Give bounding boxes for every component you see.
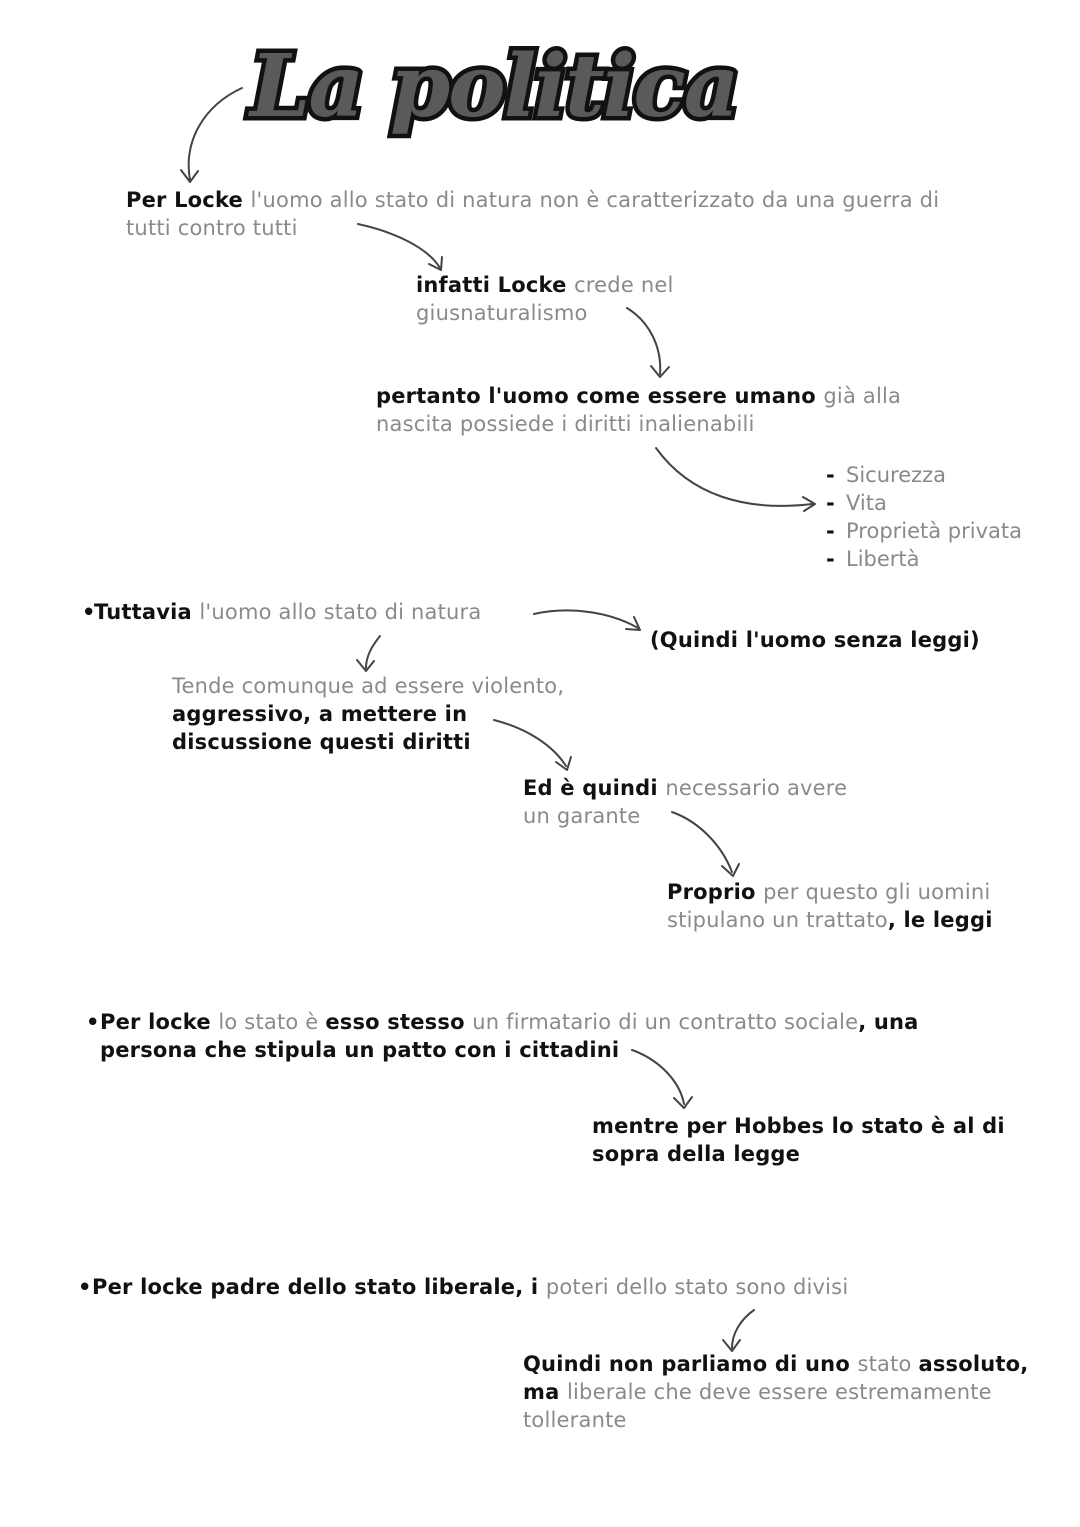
text-run: esso stesso [325,1010,473,1034]
text-run: già alla [823,384,902,408]
arrow-to-trattato [672,812,739,876]
text-run: discussione questi diritti [172,730,471,754]
text-run: Proprio [667,880,764,904]
text-run: persona che stipula un patto con i cittadini [100,1038,620,1062]
text-run: Quindi non parliamo di uno [523,1352,858,1376]
list-dash: - [826,463,835,487]
text-run: , una [858,1010,919,1034]
rights-item-label: Libertà [846,547,920,571]
rights-item-label: Proprietà privata [846,519,1023,543]
rights-item-label: Vita [846,491,887,515]
text-run: ma [523,1380,567,1404]
text-run: tutti contro tutti [126,216,298,240]
text-run: assoluto, [918,1352,1029,1376]
text-run: liberale che deve essere estremamente [566,1380,992,1404]
text-run: necessario avere [665,776,848,800]
text-run: stipulano un trattato [667,908,888,932]
arrow-title-to-locke [181,88,242,182]
text-run: per questo gli uomini [763,880,991,904]
text-run: pertanto l'uomo come essere umano [376,384,824,408]
arrow-to-stato-tollerante [723,1310,754,1351]
text-run: Tuttavia [94,600,200,624]
text-run: giusnaturalismo [416,301,588,325]
arrow-to-giusnaturalismo [358,224,442,270]
arrow-to-pertanto [627,308,669,377]
text-run: Per Locke [126,188,251,212]
text-run: nascita possiede i diritti inalienabili [376,412,755,436]
text-run: Ed è quindi [523,776,666,800]
text-run: un garante [523,804,641,828]
text-run: crede nel [574,273,674,297]
text-run: aggressivo, a mettere in [172,702,468,726]
rights-item-label: Sicurezza [846,463,947,487]
text-run: tollerante [523,1408,627,1432]
text-run: Tende comunque ad essere violento, [172,674,565,698]
bullet-point: • [86,1010,100,1034]
text-run: stato [857,1352,919,1376]
text-run: lo stato è [218,1010,326,1034]
text-run: (Quindi l'uomo senza leggi) [650,628,980,652]
text-run: mentre per Hobbes lo stato è al di [592,1114,1005,1138]
bullet-point: • [78,1275,92,1299]
arrow-to-garante [494,720,571,770]
text-run: sopra della legge [592,1142,801,1166]
arrow-to-hobbes [632,1050,692,1108]
text-run: poteri dello stato sono divisi [545,1275,849,1299]
list-dash: - [826,491,835,515]
text-run: un firmatario di un contratto sociale [472,1010,859,1034]
arrow-to-rights-list [656,448,815,511]
bullet-point: • [82,600,96,624]
list-dash: - [826,519,835,543]
page-title: La politica [250,36,738,137]
text-run: l'uomo allo stato di natura [199,600,482,624]
text-run: , le leggi [887,908,993,932]
text-run: Per locke padre dello stato liberale, i [92,1275,546,1299]
text-run: Per locke [100,1010,219,1034]
arrow-to-tende [357,636,380,671]
list-dash: - [826,547,835,571]
text-run: infatti Locke [416,273,575,297]
text-run: l'uomo allo stato di natura non è caratterizzato da una guerra di [250,188,940,212]
arrow-to-senza-leggi [534,610,640,630]
